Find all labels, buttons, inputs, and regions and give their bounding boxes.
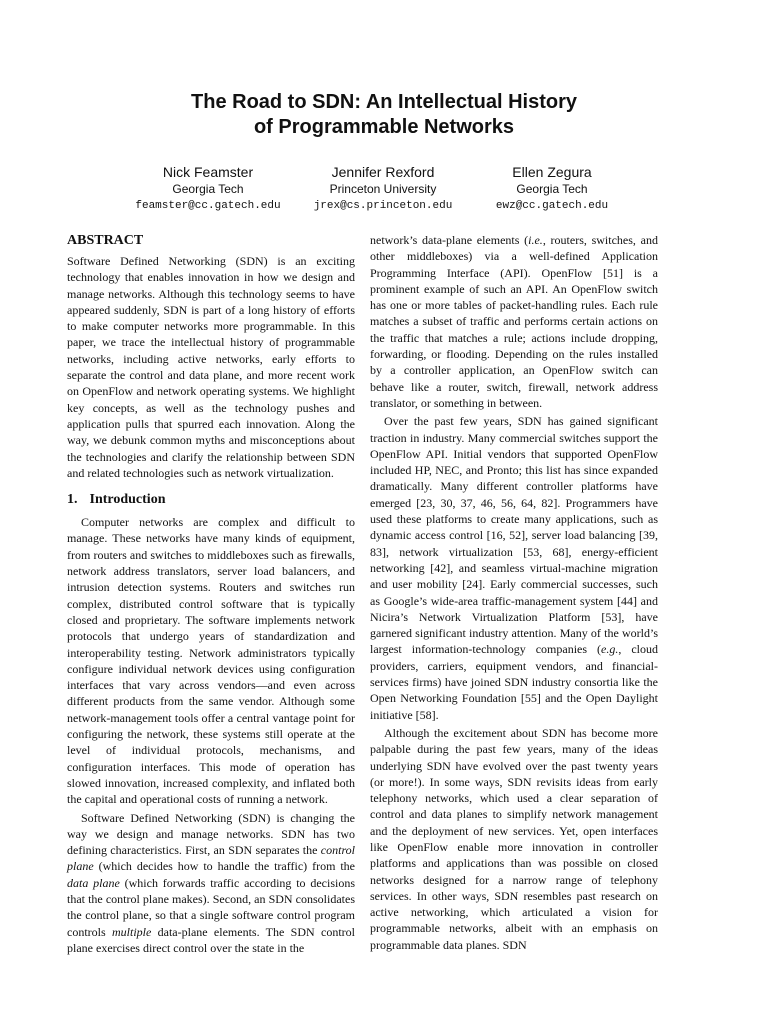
section-heading-introduction — [67, 491, 355, 508]
author-block-1 — [128, 163, 288, 215]
author-affiliation: Princeton University — [329, 182, 437, 196]
author-affiliation: Georgia Tech — [172, 182, 244, 196]
paper-title — [0, 90, 768, 140]
author-name: Jennifer Rexford — [331, 164, 435, 180]
intro-paragraph-2-continued: network’s data-plane elements (i.e., routers, switches, and other middleboxes) via a well-defined Application Programming Interface (API). OpenFlow [51] is a prominent example of such an API. An OpenFlow switch has one or more tables of packet-handling rules. Each rule matches a subset of traffic and performs certain actions on the traffic that matches a rule; actions include dropping, forwarding, or flooding. Depending on the rules installed by a controller application, an OpenFlow switch can behave like a router, switch, firewall, network address translator, or something in between. — [370, 233, 658, 410]
intro-paragraph-3: Over the past few years, SDN has gained significant traction in industry. Many commercial switches support the OpenFlow API. Initial vendors that supported OpenFlow included HP, NEC, and Pronto; this list has since expanded dramatically. Many different controller platforms have emerged [23, 30, 37, 46, 56, 64, 82]. Programmers have used these platforms to create many applications, such as dynamic access control [16, 52], server load balancing [39, 83], network virtualization [53, 68], energy-efficient networking [42], and seamless virtual-machine migration and user mobility [24]. Early commercial successes, such as Google’s wide-area traffic-management system [44] and Nicira’s Network Virtualization Platform [53], have garnered significant industry attention. Many of the world’s largest information-technology companies (e.g., cloud providers, carriers, equipment vendors, and financial-services firms) have joined SDN industry consortia like the Open Networking Foundation [55] and the Open Daylight initiative [58]. — [370, 414, 658, 722]
paper-title-line-1: The Road to SDN: An Intellectual History — [191, 91, 577, 113]
author-email: ewz@cc.gatech.edu — [495, 200, 609, 212]
author-name: Nick Feamster — [162, 164, 254, 180]
paper-title-line-2: of Programmable Networks — [253, 116, 515, 138]
section-number: 1. — [67, 492, 78, 508]
right-column — [370, 232, 658, 953]
intro-paragraph-2: Software Defined Networking (SDN) is changing the way we design and manage networks. SDN has two defining characteristics. First, an SDN separates the control plane (which decides how to handle the traffic) from the data plane (which forwards traffic according to decisions that the control plane makes). Second, an SDN consolidates the control plane, so that a single software control program controls multiple data-plane elements. The SDN control plane exercises direct control over the state in the — [67, 810, 356, 955]
abstract-heading: ABSTRACT — [67, 233, 144, 248]
intro-paragraph-4: Although the excitement about SDN has become more palpable during the past few years, many of the ideas underlying SDN have evolved over the past twenty years (or more!). In some ways, SDN revisits ideas from early telephony networks, which used a clear separation of control and data planes to simplify network management and the deployment of new services. Yet, open interfaces like OpenFlow enable more innovation in controller platforms and applications than was possible on closed networks designed for a narrow range of telephony services. In other ways, SDN resembles past research on active networking, which articulated a vision for programmable networks, albeit with an emphasis on programmable data planes. SDN — [370, 725, 658, 952]
author-affiliation: Georgia Tech — [516, 182, 588, 196]
intro-paragraph-1: Computer networks are complex and difficult to manage. These networks have many kinds of equipment, from routers and switches to middleboxes such as firewalls, network address translators, server load balancers, and intrusion detection systems. Routers and switches run complex, distributed control software that is typically closed and proprietary. The software implements network protocols that undergo years of standardization and interoperability testing. Network administrators typically configure individual network devices using configuration interfaces that vary across vendors—and even across different products from the same vendor. Although some network-management tools offer a central vantage point for configuring the network, these systems still operate at the level of individual protocols, mechanisms, and configuration interfaces. This mode of operation has slowed innovation, increased complexity, and inflated both the capital and operational costs of running a network. — [67, 515, 355, 807]
author-name: Ellen Zegura — [512, 164, 592, 180]
author-email: feamster@cc.gatech.edu — [135, 200, 281, 212]
left-column — [67, 232, 355, 956]
abstract-text: Software Defined Networking (SDN) is an exciting technology that enables innovation in how we design and manage networks. Although this technology seems to have appeared suddenly, SDN is part of a long history of efforts to make computer networks more programmable. In this paper, we trace the intellectual history of programmable networks, including active networks, early efforts to separate the control and data plane, and more recent work on OpenFlow and network operating systems. We highlight key concepts, as well as the technology pushes and application pulls that spurred each innovation. Along the way, we debunk common myths and misconceptions about the technologies and clarify the relationship between SDN and related technologies such as network virtualization. — [67, 254, 355, 480]
section-title: Introduction — [89, 492, 166, 508]
author-email: jrex@cs.princeton.edu — [313, 200, 453, 212]
author-block-3 — [472, 163, 632, 215]
author-block-2 — [299, 163, 467, 215]
